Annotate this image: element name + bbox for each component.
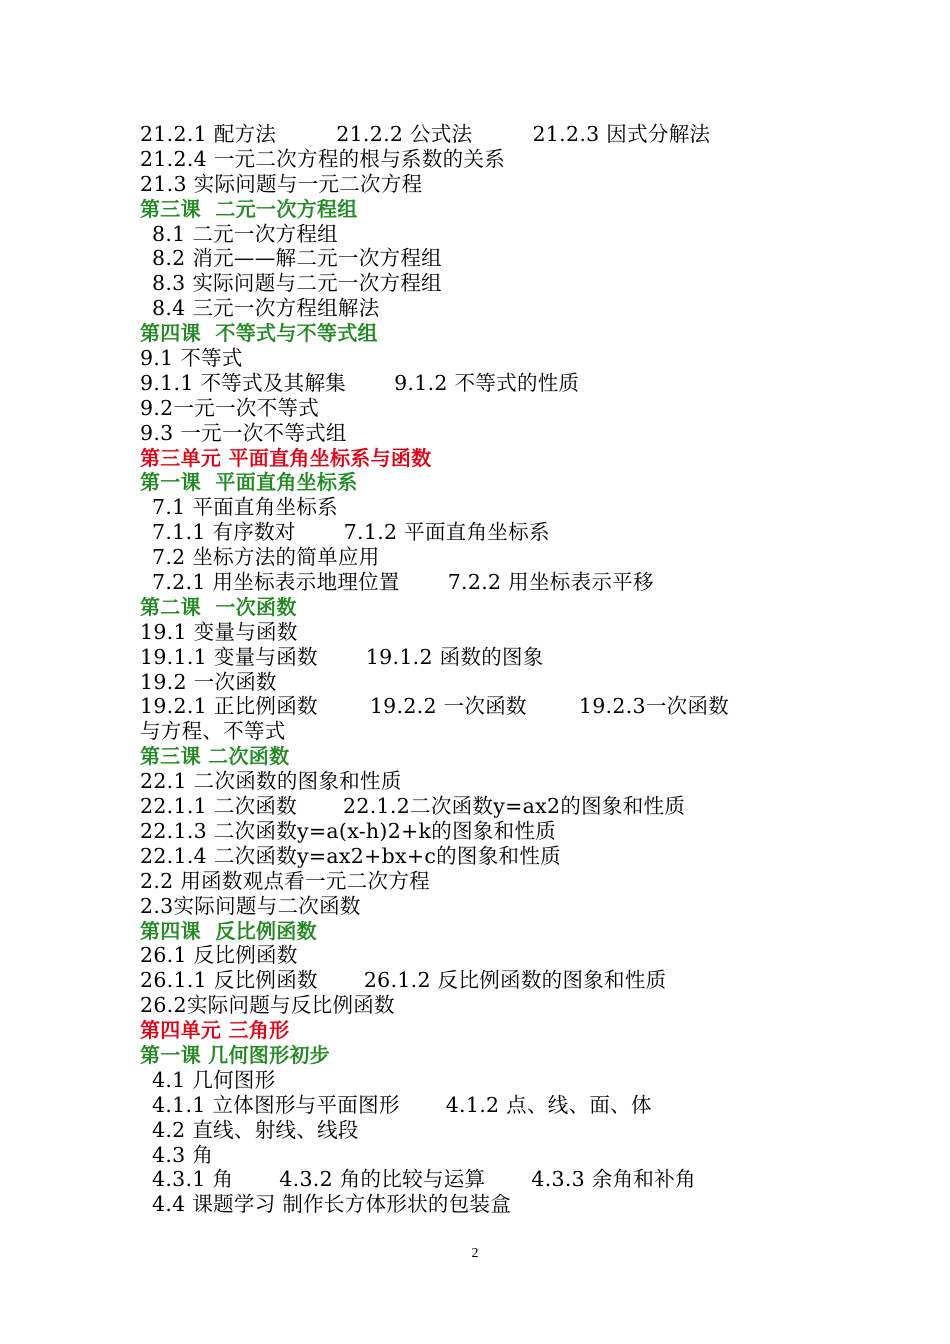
toc-entry: 第四单元 三角形: [140, 1018, 290, 1043]
toc-entry: 第三课 二次函数: [140, 744, 290, 769]
unit-heading: [140, 1018, 830, 1043]
toc-line: [140, 147, 830, 172]
toc-line: [140, 246, 830, 271]
page-number: 2: [471, 1246, 479, 1261]
toc-line: [140, 620, 830, 645]
toc-line: [140, 421, 830, 446]
toc-entry: 第三单元 平面直角坐标系与函数: [140, 445, 432, 470]
toc-line: [140, 545, 830, 570]
toc-line: [140, 122, 830, 147]
toc-line: [140, 993, 830, 1018]
toc-entry: 7.1.1 有序数对: [152, 520, 296, 545]
toc-entry: 第一课 平面直角坐标系: [140, 470, 358, 495]
toc-line: [140, 869, 830, 894]
toc-entry: 7.1 平面直角坐标系: [152, 495, 338, 520]
toc-entry: 21.3 实际问题与一元二次方程: [140, 171, 423, 196]
toc-entry: 4.1.1 立体图形与平面图形: [152, 1092, 400, 1117]
toc-entry: 第一课 几何图形初步: [140, 1042, 330, 1067]
toc-line: [140, 222, 830, 247]
toc-line: [140, 1093, 830, 1118]
toc-entry: 9.1.1 不等式及其解集: [140, 370, 347, 395]
toc-entry: 7.2.1 用坐标表示地理位置: [152, 570, 400, 595]
toc-line: [140, 819, 830, 844]
toc-entry: 21.2.2 公式法: [336, 122, 473, 146]
toc-entry: 19.2.3一次函数: [578, 694, 730, 719]
lesson-heading: [140, 744, 830, 769]
toc-entry: 第四课 反比例函数: [140, 918, 317, 943]
toc-entry: 22.1.2二次函数y=ax2的图象和性质: [343, 794, 686, 819]
toc-entry: 21.2.1 配方法: [140, 122, 277, 146]
toc-line: [140, 694, 830, 719]
lesson-heading: [140, 197, 830, 222]
toc-entry: 26.1.2 反比例函数的图象和性质: [363, 968, 667, 993]
toc-entry: 22.1.3 二次函数y=a(x-h)2+k的图象和性质: [140, 818, 557, 843]
toc-entry: 第三课 二元一次方程组: [140, 196, 358, 221]
toc-line: [140, 396, 830, 421]
toc-entry: 26.1 反比例函数: [140, 943, 298, 968]
toc-line: [140, 769, 830, 794]
toc-entry: 21.2.4 一元二次方程的根与系数的关系: [140, 146, 506, 171]
toc-entry: 8.4 三元一次方程组解法: [152, 296, 380, 321]
toc-entry: 7.2.2 用坐标表示平移: [447, 570, 654, 595]
toc-entry: 26.2实际问题与反比例函数: [140, 993, 395, 1018]
toc-line: [140, 1143, 830, 1168]
toc-entry: 与方程、不等式: [140, 719, 286, 744]
toc-line: [140, 894, 830, 919]
toc-line: [140, 645, 830, 670]
toc-entry: 4.3 角: [152, 1142, 214, 1167]
toc-line: [140, 271, 830, 296]
toc-entry: 19.1.2 函数的图象: [365, 644, 544, 669]
toc-entry: 19.2.1 正比例函数: [140, 694, 318, 719]
toc-line: [140, 296, 830, 321]
toc-entry: 4.2 直线、射线、线段: [152, 1117, 359, 1142]
toc-entry: 19.2.2 一次函数: [369, 694, 527, 719]
toc-entry: 7.2 坐标方法的简单应用: [152, 545, 380, 570]
toc-line: [140, 570, 830, 595]
toc-line: [140, 844, 830, 869]
toc-entry: 8.1 二元一次方程组: [152, 221, 338, 246]
toc-entry: 4.3.3 余角和补角: [531, 1167, 696, 1192]
toc-entry: 4.1 几何图形: [152, 1067, 276, 1092]
toc-line: [140, 719, 830, 744]
toc-entry: 22.1 二次函数的图象和性质: [140, 769, 402, 794]
toc-entry: 8.3 实际问题与二元一次方程组: [152, 271, 442, 296]
toc-entry: 第四课 不等式与不等式组: [140, 321, 378, 346]
toc-entry: 26.1.1 反比例函数: [140, 968, 318, 993]
toc-entry: 19.1.1 变量与函数: [140, 644, 318, 669]
toc-entry: 22.1.4 二次函数y=ax2+bx+c的图象和性质: [140, 843, 561, 868]
lesson-heading: [140, 321, 830, 346]
toc-entry: 4.3.2 角的比较与运算: [279, 1167, 486, 1192]
toc-entry: 19.1 变量与函数: [140, 619, 298, 644]
toc-line: [140, 346, 830, 371]
lesson-heading: [140, 470, 830, 495]
toc-entry: 4.3.1 角: [152, 1167, 234, 1192]
toc-line: [140, 1167, 830, 1192]
toc-entry: 8.2 消元——解二元一次方程组: [152, 246, 442, 271]
toc-line: [140, 794, 830, 819]
toc-line: [140, 1118, 830, 1143]
toc-line: [140, 495, 830, 520]
toc-line: [140, 172, 830, 197]
toc-line: [140, 1068, 830, 1093]
toc-entry: 22.1.1 二次函数: [140, 794, 298, 819]
toc-entry: 2.3实际问题与二次函数: [140, 893, 361, 918]
toc-entry: 9.1 不等式: [140, 346, 243, 371]
toc-entry: 第二课 一次函数: [140, 594, 297, 619]
toc-line: [140, 968, 830, 993]
toc-entry: 2.2 用函数观点看一元二次方程: [140, 868, 430, 893]
toc-line: [140, 520, 830, 545]
toc-entry: 7.1.2 平面直角坐标系: [343, 520, 550, 545]
toc-entry: 4.4 课题学习 制作长方体形状的包装盒: [152, 1192, 512, 1217]
unit-heading: [140, 446, 830, 471]
toc-line: [140, 371, 830, 396]
toc-entry: 21.2.3 因式分解法: [532, 122, 711, 146]
toc-line: [140, 1192, 830, 1217]
toc-line: [140, 670, 830, 695]
lesson-heading: [140, 595, 830, 620]
toc-entry: 19.2 一次函数: [140, 669, 277, 694]
toc-entry: 9.3 一元一次不等式组: [140, 420, 347, 445]
lesson-heading: [140, 1043, 830, 1068]
lesson-heading: [140, 919, 830, 944]
toc-entry: 9.1.2 不等式的性质: [394, 370, 580, 395]
toc-entry: 9.2一元一次不等式: [140, 395, 320, 420]
toc-line: [140, 943, 830, 968]
toc-entry: 4.1.2 点、线、面、体: [445, 1092, 652, 1117]
document-body: [140, 122, 830, 1217]
